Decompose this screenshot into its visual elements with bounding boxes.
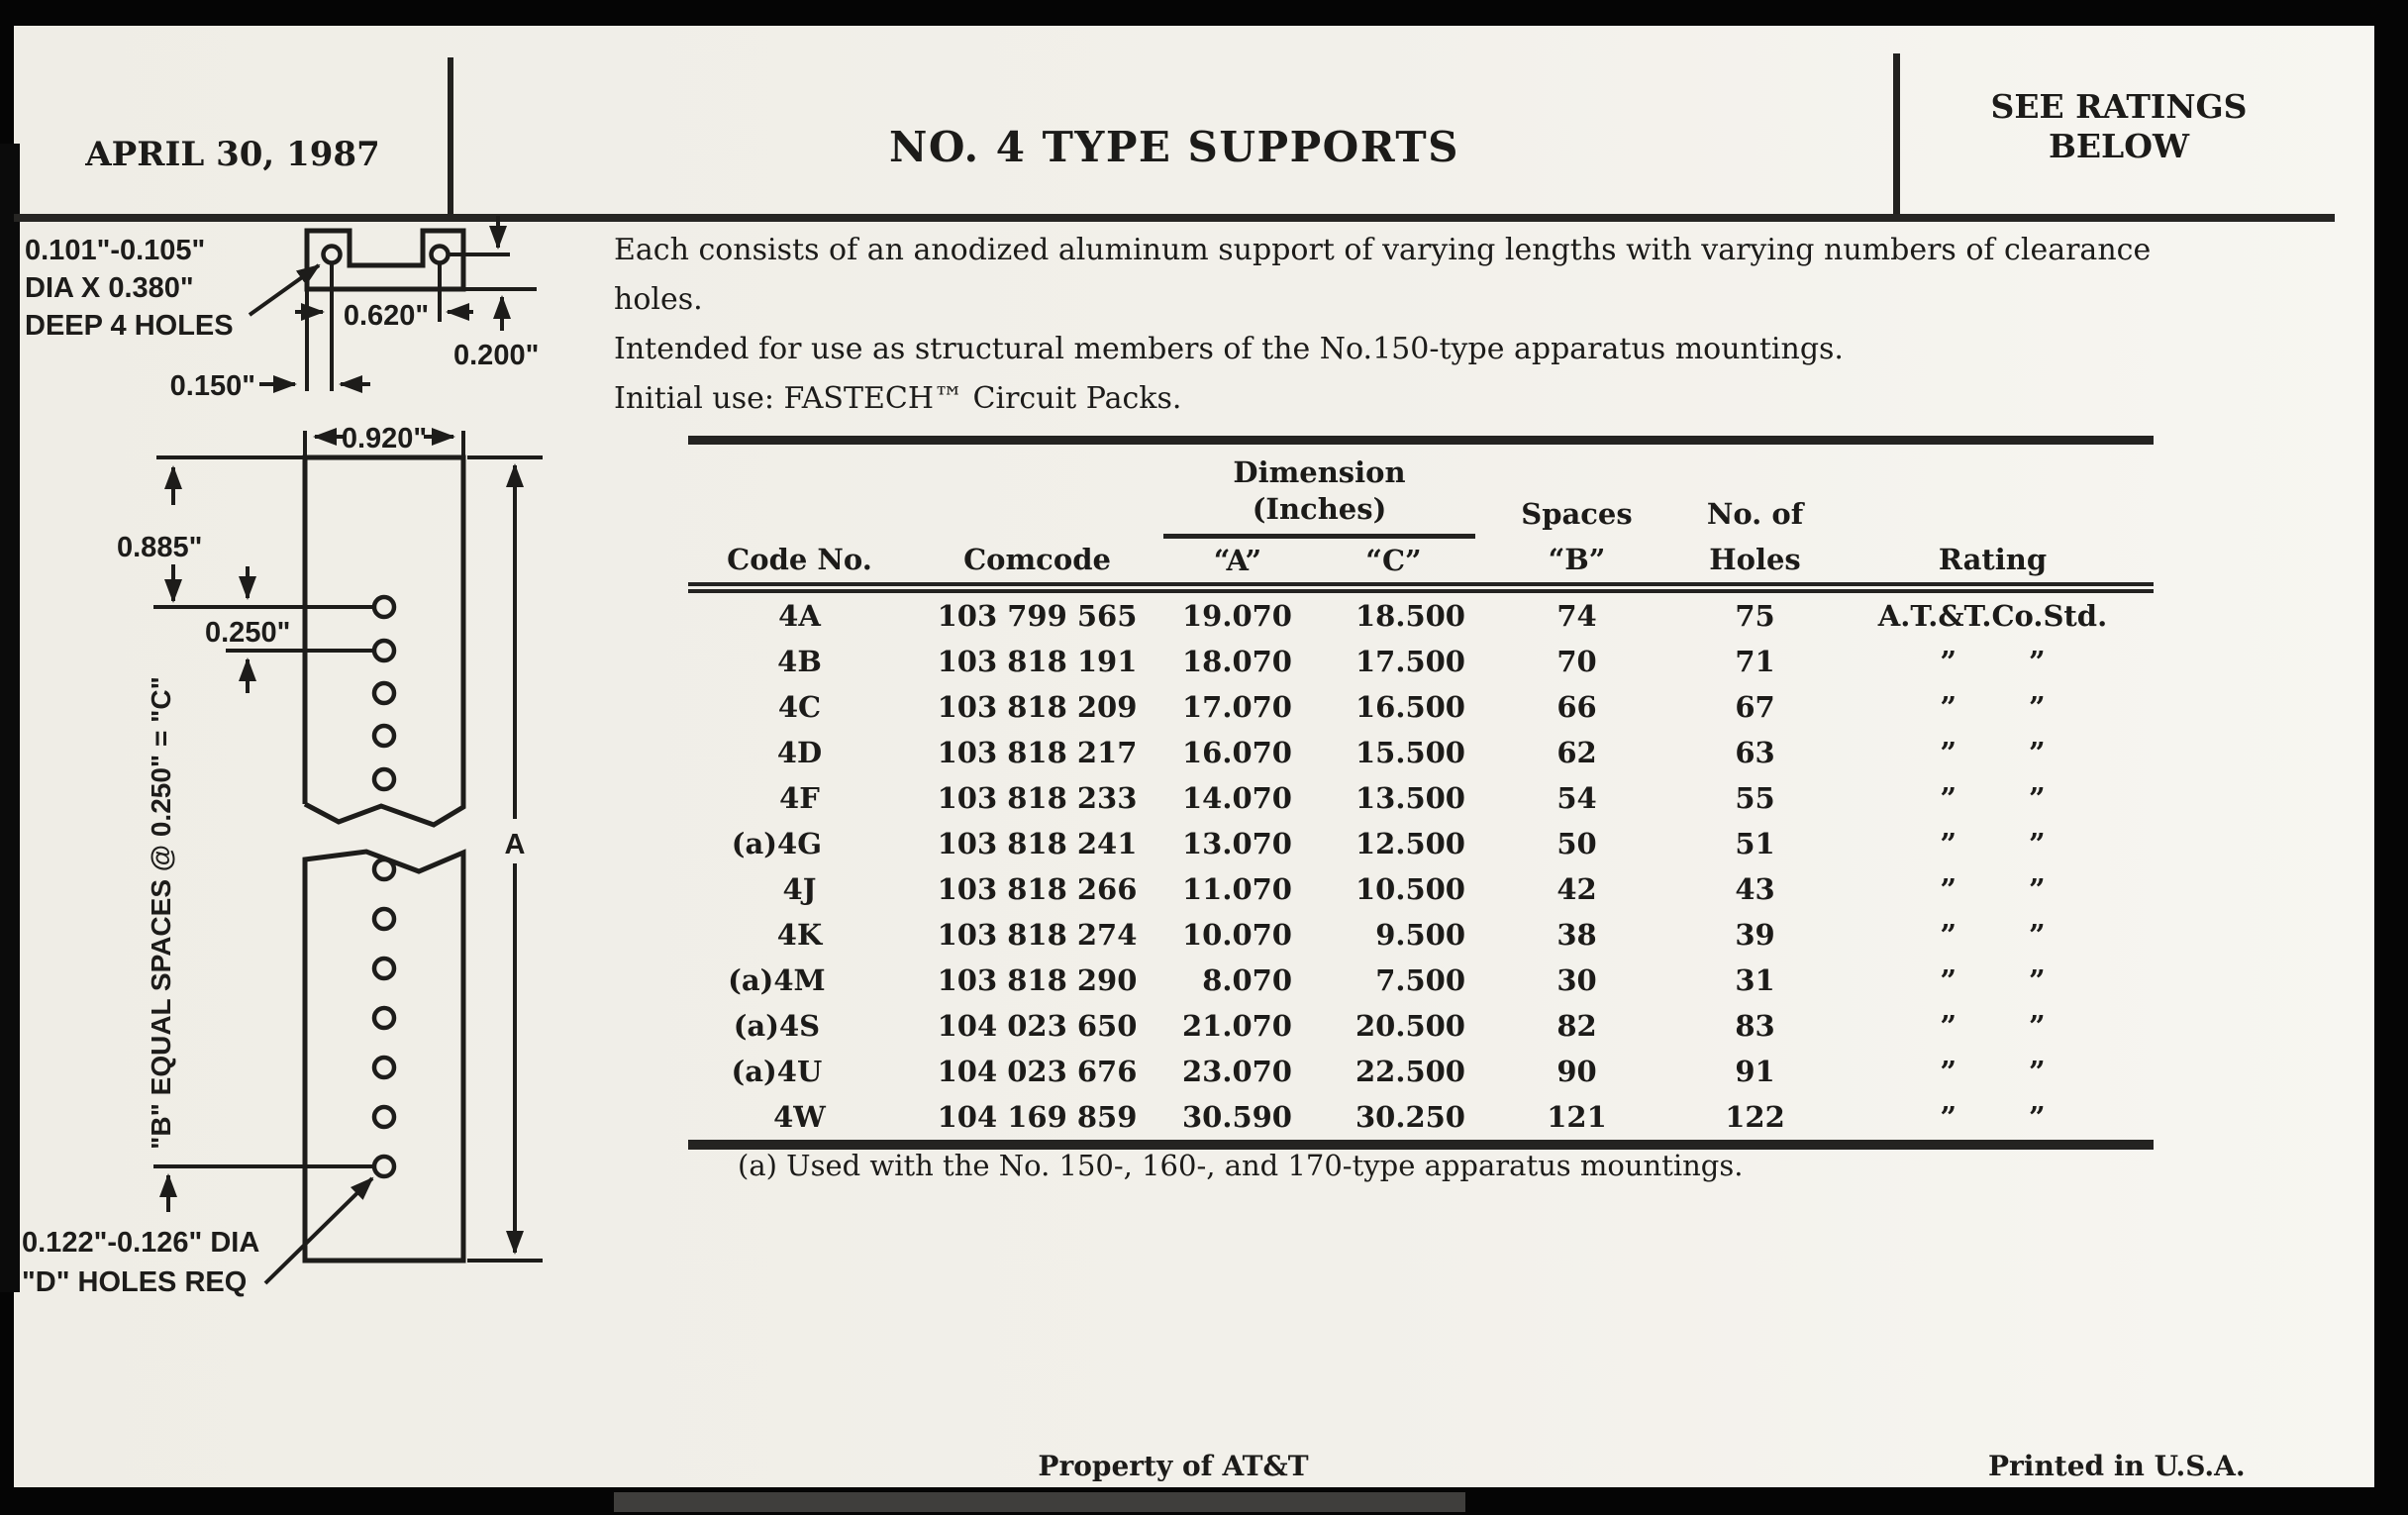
table-row: [688, 1094, 2154, 1145]
cell-rating: ” ”: [1940, 781, 2046, 815]
end-hole-spec-line3: DEEP 4 HOLES: [25, 310, 234, 342]
cell-spaces: 90: [1556, 1055, 1597, 1088]
table-row: [688, 639, 2154, 684]
cell-rating: ” ”: [1940, 918, 2046, 952]
table-body: [688, 588, 2154, 1146]
ratings-note: [1903, 87, 2335, 166]
table-row: [688, 1049, 2154, 1094]
cell-code: (a) 4M: [728, 963, 826, 997]
cell-spaces: 30: [1556, 963, 1597, 997]
cell-dim-a: 10.070: [1182, 918, 1292, 952]
cell-comcode: 103 818 290: [937, 963, 1138, 997]
d-holes: [374, 597, 394, 1176]
cell-comcode: 103 818 266: [937, 872, 1138, 906]
cell-holes: 43: [1735, 872, 1775, 906]
cell-dim-a: 17.070: [1182, 690, 1292, 724]
cell-holes: 31: [1735, 963, 1775, 997]
cell-dim-a: 16.070: [1182, 736, 1292, 769]
cell-holes: 39: [1735, 918, 1775, 952]
table-row: [688, 588, 2154, 640]
table-row: [688, 912, 2154, 958]
cell-dim-c: 16.500: [1355, 690, 1465, 724]
cell-dim-a: 23.070: [1182, 1055, 1292, 1088]
front-hole-spec-line2: "D" HOLES REQ: [22, 1266, 248, 1298]
dim-length-label: A: [504, 829, 526, 860]
cell-dim-c: 18.500: [1355, 599, 1465, 633]
cell-dim-a: 8.070: [1202, 963, 1292, 997]
cell-code: 4A: [778, 599, 821, 633]
cell-code: 4B: [777, 645, 822, 678]
cell-spaces: 74: [1556, 599, 1597, 633]
page-title: NO. 4 TYPE SUPPORTS: [888, 123, 1460, 171]
description-line2: Intended for use as structural members of the No.150-type apparatus mountings.: [614, 332, 1844, 366]
header-spacer: [911, 441, 1163, 537]
cell-code: (a) 4U: [731, 1055, 823, 1088]
cell-rating: ” ”: [1940, 827, 2046, 860]
end-view: [25, 216, 539, 402]
description-line3: Initial use: FASTECH™ Circuit Packs.: [614, 381, 1182, 416]
description-line1: Each consists of an anodized aluminum support of varying lengths with varying numbers of clearance holes.: [614, 233, 2152, 317]
cell-comcode: 104 023 676: [937, 1055, 1138, 1088]
counterbore-hole: [432, 247, 449, 263]
support-data-table: [688, 436, 2154, 1150]
cell-holes: 75: [1735, 599, 1775, 633]
table-header-row-group: [688, 441, 2154, 537]
header-dimension-line1: Dimension: [1233, 455, 1406, 489]
cell-comcode: 104 023 650: [937, 1009, 1138, 1043]
cell-rating: ” ”: [1832, 1094, 2154, 1145]
cell-comcode: 103 818 217: [937, 736, 1138, 769]
ratings-note-line1: SEE RATINGS: [1990, 87, 2248, 126]
cell-spaces: 82: [1556, 1009, 1597, 1043]
property-notice: Property of AT&T: [1038, 1450, 1309, 1482]
header-dimension-line2: (Inches): [1252, 492, 1387, 526]
header-dimension-group: [1163, 441, 1475, 537]
cell-code: (a) 4G: [731, 827, 822, 860]
header-dim-a: “A”: [1163, 537, 1312, 588]
cell-code: 4F: [779, 781, 820, 815]
cell-dim-c: 13.500: [1355, 781, 1465, 815]
header-holes-top: No. of: [1678, 441, 1832, 537]
front-hole-spec-line1: 0.122"-0.126" DIA: [22, 1227, 260, 1259]
cell-rating: ” ”: [1940, 963, 2046, 997]
leader-line: [265, 1178, 372, 1283]
header-spaces-top: Spaces: [1475, 441, 1678, 537]
cell-spaces: 121: [1475, 1094, 1678, 1145]
cell-rating: ” ”: [1940, 645, 2046, 678]
cell-holes: 83: [1735, 1009, 1775, 1043]
counterbore-hole: [324, 247, 341, 263]
cell-dim-c: 7.500: [1375, 963, 1465, 997]
table-row: [688, 775, 2154, 821]
cell-code: 4J: [782, 872, 817, 906]
cell-code: 4D: [776, 736, 823, 769]
cell-dim-c: 30.250: [1312, 1094, 1475, 1145]
scan-bottom-artifact: [614, 1492, 1465, 1512]
cell-dim-a: 18.070: [1182, 645, 1292, 678]
cell-dim-a: 13.070: [1182, 827, 1292, 860]
cell-code: (a) 4S: [733, 1009, 821, 1043]
dim-hole-pitch: 0.620": [343, 300, 430, 332]
cell-holes: 63: [1735, 736, 1775, 769]
cell-code: 4C: [777, 690, 822, 724]
header-spacer: [688, 441, 911, 537]
ratings-note-line2: BELOW: [2048, 127, 2190, 165]
cell-holes: 91: [1735, 1055, 1775, 1088]
cell-holes: 71: [1735, 645, 1775, 678]
dim-top-hole-offset: 0.885": [117, 532, 203, 563]
cell-code: 4K: [776, 918, 823, 952]
cell-comcode: 103 818 274: [937, 918, 1138, 952]
cell-rating: ” ”: [1940, 872, 2046, 906]
cell-dim-a: 14.070: [1182, 781, 1292, 815]
table-row: [688, 866, 2154, 912]
cell-spaces: 50: [1556, 827, 1597, 860]
cell-rating: ” ”: [1940, 1055, 2046, 1088]
cell-holes: 55: [1735, 781, 1775, 815]
support-drawing: [0, 208, 594, 1337]
cell-rating: ” ”: [1940, 1009, 2046, 1043]
cell-comcode: 103 818 191: [937, 645, 1138, 678]
cell-holes: 122: [1678, 1094, 1832, 1145]
cell-dim-a: 11.070: [1182, 872, 1292, 906]
header-holes: Holes: [1678, 537, 1832, 588]
header-code: Code No.: [688, 537, 911, 588]
cell-dim-c: 22.500: [1355, 1055, 1465, 1088]
end-hole-spec-line2: DIA X 0.380": [25, 272, 194, 304]
cell-comcode: 103 818 209: [937, 690, 1138, 724]
cell-dim-a: 19.070: [1182, 599, 1292, 633]
table-header: [688, 441, 2154, 588]
cell-holes: 51: [1735, 827, 1775, 860]
cell-comcode: 103 799 565: [937, 599, 1138, 633]
front-view: [22, 423, 543, 1298]
cell-dim-c: 17.500: [1355, 645, 1465, 678]
table-header-row: [688, 537, 2154, 588]
dim-edge-offset: 0.150": [169, 370, 255, 402]
table-footnote: (a) Used with the No. 150-, 160-, and 170-type apparatus mountings.: [738, 1149, 1744, 1182]
cell-rating: ” ”: [1940, 690, 2046, 724]
cell-dim-c: 12.500: [1355, 827, 1465, 860]
dim-depth-offset: 0.200": [453, 340, 540, 371]
header-comcode: Comcode: [911, 537, 1163, 588]
cell-spaces: 38: [1556, 918, 1597, 952]
cell-spaces: 62: [1556, 736, 1597, 769]
cell-comcode: 104 169 859: [911, 1094, 1163, 1145]
cell-dim-a: 21.070: [1182, 1009, 1292, 1043]
cell-spaces: 70: [1556, 645, 1597, 678]
cell-spaces: 66: [1556, 690, 1597, 724]
header-spacer: [1832, 441, 2154, 537]
dim-hole-spacing: 0.250": [205, 617, 291, 649]
cell-rating: A.T.&T.Co.Std.: [1877, 599, 2108, 633]
cell-dim-c: 10.500: [1355, 872, 1465, 906]
support-table: [688, 436, 2154, 1150]
issue-date: APRIL 30, 1987: [85, 135, 380, 174]
cell-dim-c: 15.500: [1355, 736, 1465, 769]
description: [614, 226, 2198, 424]
table-row: [688, 684, 2154, 730]
table-row: [688, 821, 2154, 866]
header-rating: Rating: [1832, 537, 2154, 588]
equal-spaces-note: "B" EQUAL SPACES @ 0.250" = "C": [146, 676, 176, 1150]
printed-notice: Printed in U.S.A.: [1988, 1450, 2246, 1482]
header-dim-c: “C”: [1312, 537, 1475, 588]
table-row: [688, 958, 2154, 1003]
end-hole-spec-line1: 0.101"-0.105": [25, 235, 206, 266]
cell-comcode: 103 818 233: [937, 781, 1138, 815]
cell-spaces: 42: [1556, 872, 1597, 906]
cell-holes: 67: [1735, 690, 1775, 724]
cell-code: 4W: [688, 1094, 911, 1145]
table-row: [688, 730, 2154, 775]
cell-dim-c: 9.500: [1375, 918, 1465, 952]
cell-spaces: 54: [1556, 781, 1597, 815]
header-spaces-b: “B”: [1475, 537, 1678, 588]
cell-rating: ” ”: [1940, 736, 2046, 769]
cell-comcode: 103 818 241: [937, 827, 1138, 860]
cell-dim-a: 30.590: [1163, 1094, 1312, 1145]
header-divider-right: [1893, 53, 1900, 220]
dim-width: 0.920": [341, 423, 428, 454]
cell-dim-c: 20.500: [1355, 1009, 1465, 1043]
table-row: [688, 1003, 2154, 1049]
